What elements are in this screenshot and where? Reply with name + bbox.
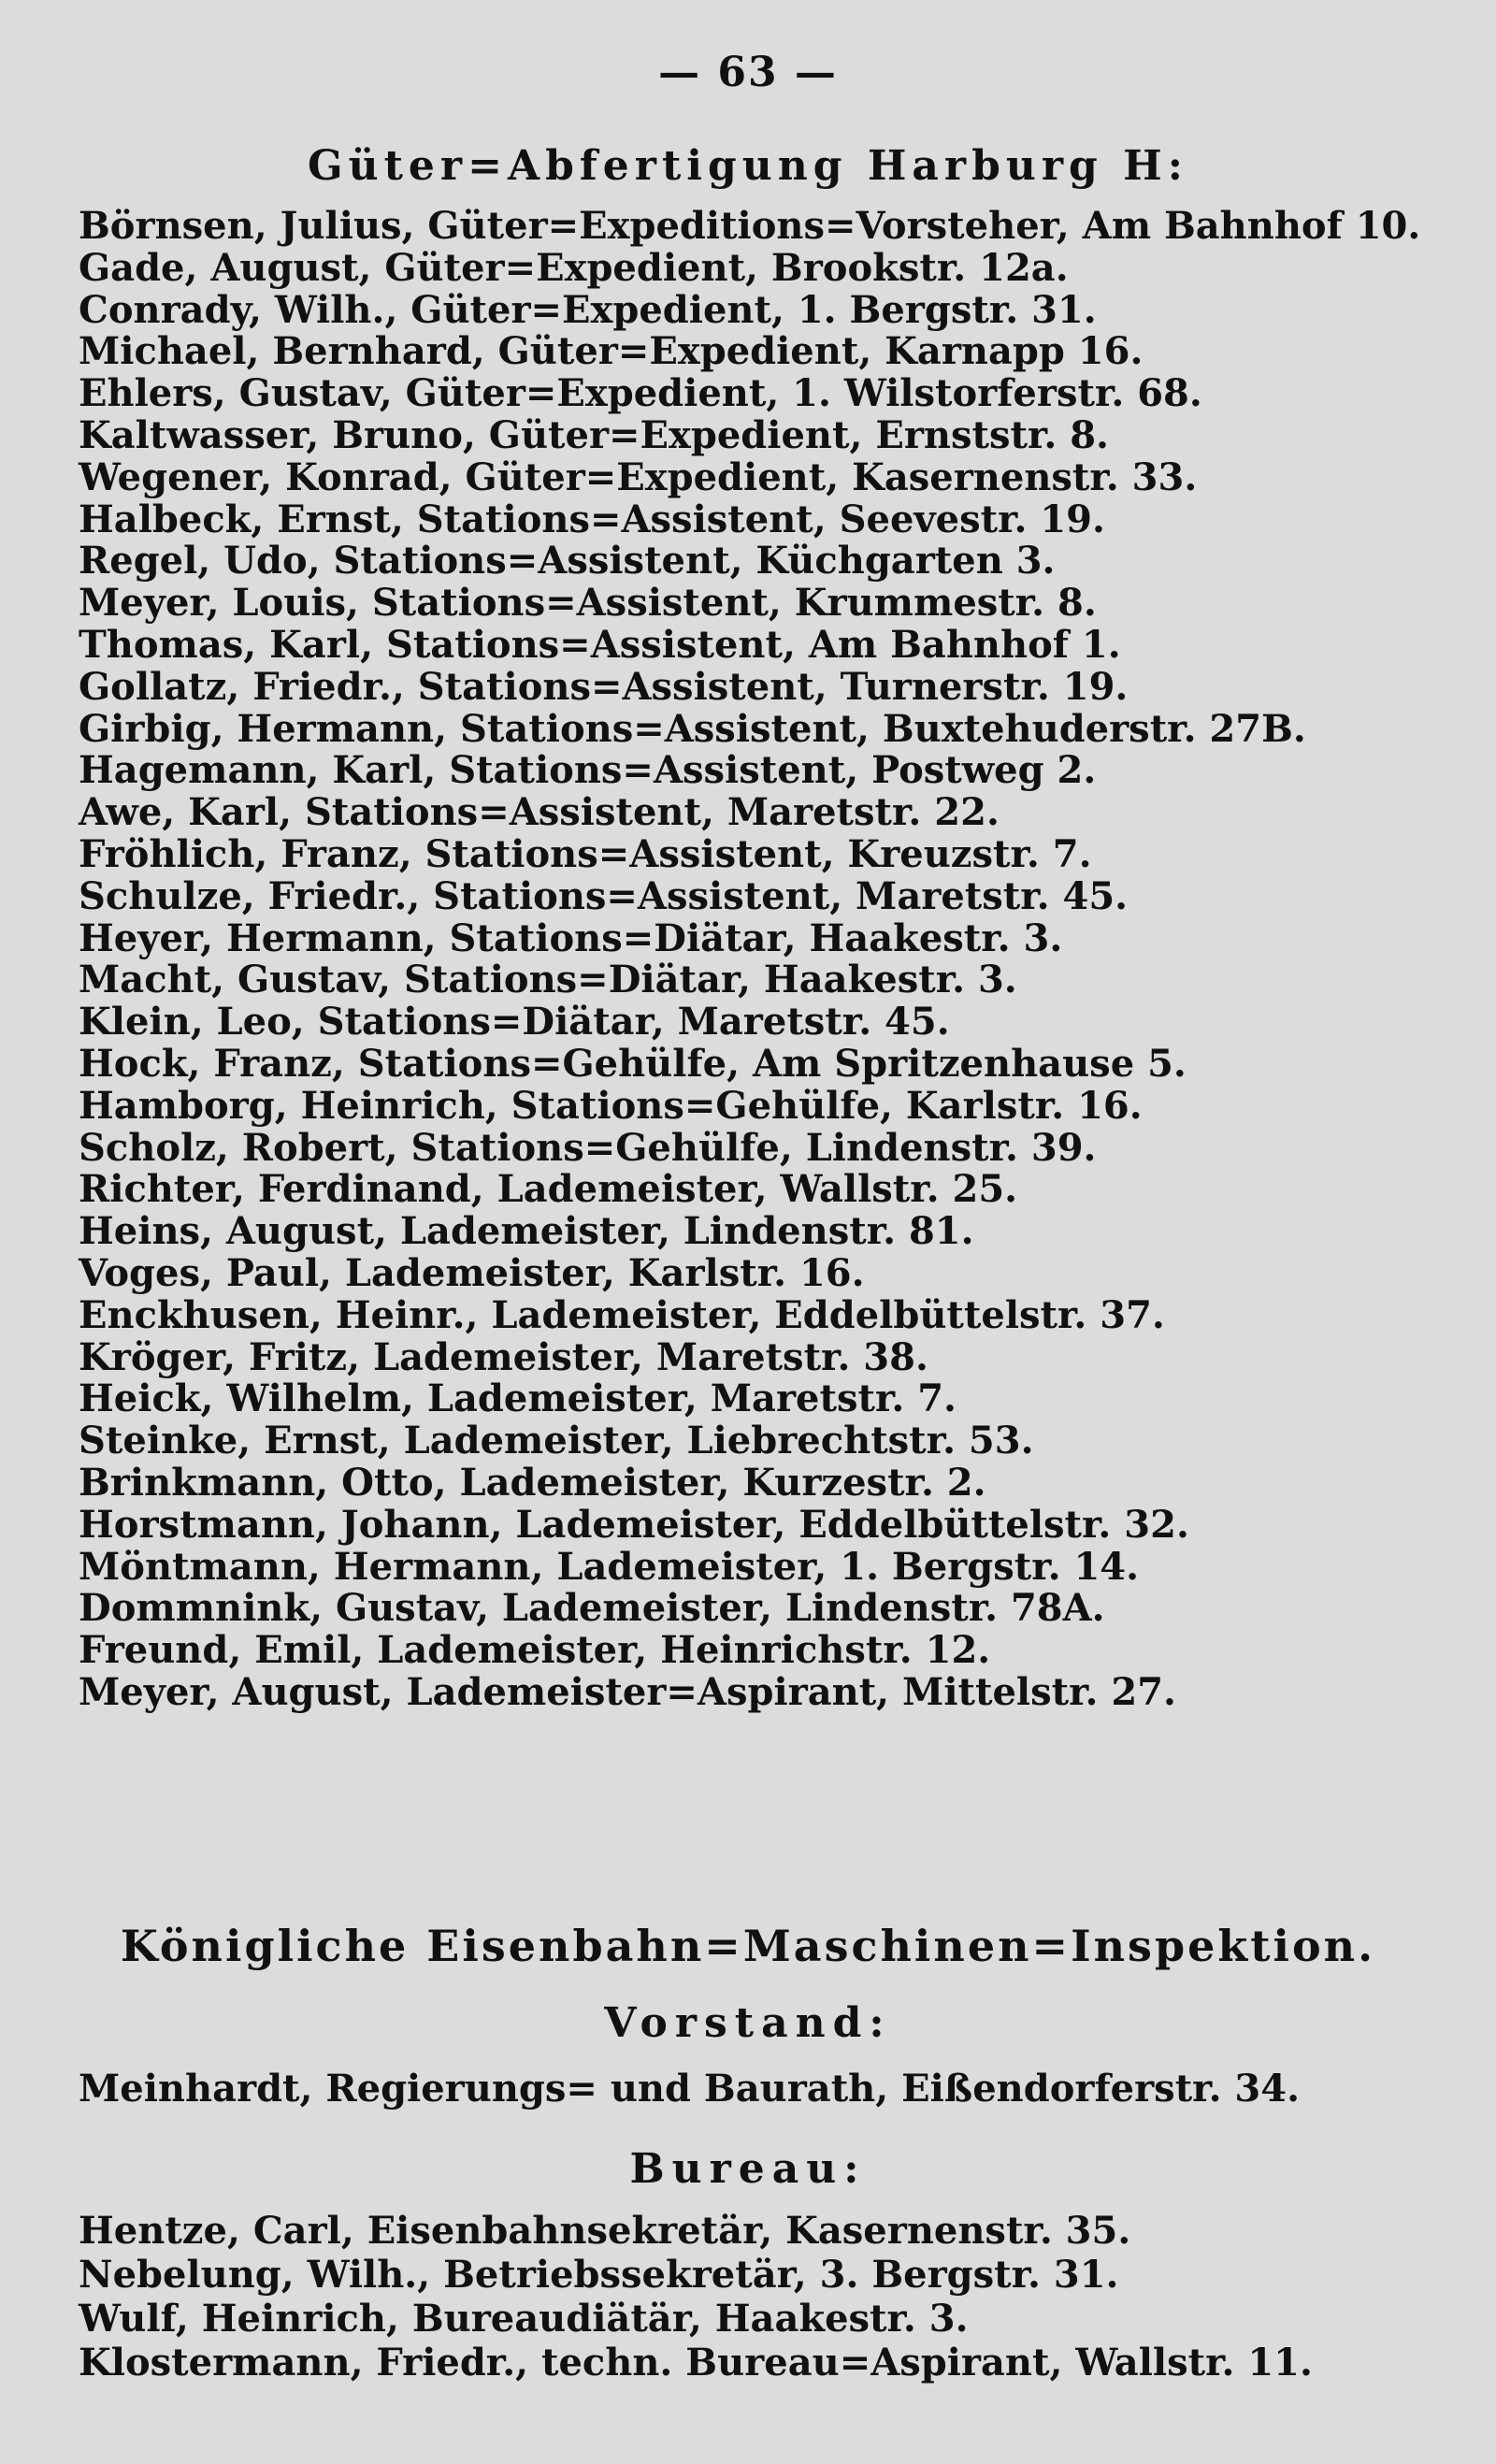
list-item: Girbig, Hermann, Stations=Assistent, Buxtehuderstr. 27B. — [79, 706, 1306, 751]
list-item: Heins, August, Lademeister, Lindenstr. 81. — [79, 1209, 974, 1254]
list-item: Heick, Wilhelm, Lademeister, Maretstr. 7. — [79, 1376, 957, 1421]
page-number: — 63 — — [658, 49, 838, 96]
section-heading: Güter=Abfertigung Harburg H: — [308, 142, 1188, 190]
list-item: Michael, Bernhard, Güter=Expedient, Karnapp 16. — [79, 329, 1144, 374]
list-item: Awe, Karl, Stations=Assistent, Maretstr. 22. — [79, 790, 1000, 835]
vorstand-entry: Meinhardt, Regierungs= und Baurath, Eißendorferstr. 34. — [79, 2067, 1301, 2111]
bureau-list — [0, 2209, 1496, 2388]
list-item: Freund, Emil, Lademeister, Heinrichstr. 12. — [79, 1628, 991, 1673]
list-item: Möntmann, Hermann, Lademeister, 1. Bergstr. 14. — [79, 1544, 1140, 1589]
list-item: Hagemann, Karl, Stations=Assistent, Postweg 2. — [79, 748, 1097, 793]
list-item: Hentze, Carl, Eisenbahnsekretär, Kasernenstr. 35. — [79, 2209, 1131, 2253]
list-item: Regel, Udo, Stations=Assistent, Küchgarten 3. — [79, 539, 1056, 584]
list-item: Richter, Ferdinand, Lademeister, Wallstr. 25. — [79, 1167, 1018, 1212]
subheading-vorstand: Vorstand: — [604, 1999, 892, 2047]
staff-list — [0, 204, 1496, 1716]
list-item: Dommnink, Gustav, Lademeister, Lindenstr. 78A. — [79, 1586, 1105, 1631]
list-item: Kaltwasser, Bruno, Güter=Expedient, Ernststr. 8. — [79, 412, 1109, 457]
section-gueter-abfertigung — [0, 142, 1496, 1716]
list-item: Wegener, Konrad, Güter=Expedient, Kasernenstr. 33. — [79, 454, 1198, 499]
list-item: Wulf, Heinrich, Bureaudiätär, Haakestr. 3. — [79, 2297, 969, 2341]
list-item: Brinkmann, Otto, Lademeister, Kurzestr. 2. — [79, 1460, 986, 1505]
list-item: Fröhlich, Franz, Stations=Assistent, Kreuzstr. 7. — [79, 831, 1092, 876]
list-item: Conrady, Wilh., Güter=Expedient, 1. Bergstr. 31. — [79, 287, 1097, 332]
list-item: Ehlers, Gustav, Güter=Expedient, 1. Wilstorferstr. 68. — [79, 371, 1202, 416]
subheading-bureau: Bureau: — [629, 2145, 867, 2193]
list-item: Halbeck, Ernst, Stations=Assistent, Seevestr. 19. — [79, 497, 1105, 541]
list-item: Scholz, Robert, Stations=Gehülfe, Lindenstr. 39. — [79, 1125, 1097, 1170]
list-item: Nebelung, Wilh., Betriebssekretär, 3. Bergstr. 31. — [79, 2253, 1119, 2297]
list-item: Klostermann, Friedr., techn. Bureau=Aspirant, Wallstr. 11. — [79, 2341, 1313, 2385]
section-maschinen-inspektion — [0, 1921, 1496, 2388]
list-item: Hamborg, Heinrich, Stations=Gehülfe, Karlstr. 16. — [79, 1083, 1143, 1128]
list-item: Enckhusen, Heinr., Lademeister, Eddelbüttelstr. 37. — [79, 1292, 1165, 1337]
list-item: Hock, Franz, Stations=Gehülfe, Am Spritzenhause 5. — [79, 1041, 1187, 1086]
list-item: Horstmann, Johann, Lademeister, Eddelbüttelstr. 32. — [79, 1502, 1189, 1547]
list-item: Gollatz, Friedr., Stations=Assistent, Turnerstr. 19. — [79, 664, 1129, 709]
list-item: Macht, Gustav, Stations=Diätar, Haakestr. 3. — [79, 958, 1017, 1002]
list-item: Meyer, Louis, Stations=Assistent, Krummestr. 8. — [79, 581, 1097, 626]
list-item: Thomas, Karl, Stations=Assistent, Am Bahnhof 1. — [79, 622, 1121, 667]
list-item: Heyer, Hermann, Stations=Diätar, Haakestr. 3. — [79, 915, 1063, 960]
list-item: Meyer, August, Lademeister=Aspirant, Mittelstr. 27. — [79, 1669, 1176, 1714]
section-heading: Königliche Eisenbahn=Maschinen=Inspektion. — [120, 1921, 1376, 1971]
list-item: Schulze, Friedr., Stations=Assistent, Maretstr. 45. — [79, 873, 1129, 918]
list-item: Steinke, Ernst, Lademeister, Liebrechtstr. 53. — [79, 1419, 1034, 1463]
list-item: Klein, Leo, Stations=Diätar, Maretstr. 45. — [79, 1000, 950, 1045]
list-item: Kröger, Fritz, Lademeister, Maretstr. 38. — [79, 1334, 928, 1379]
list-item: Voges, Paul, Lademeister, Karlstr. 16. — [79, 1250, 865, 1295]
list-item: Börnsen, Julius, Güter=Expeditions=Vorsteher, Am Bahnhof 10. — [79, 204, 1421, 248]
list-item: Gade, August, Güter=Expedient, Brookstr. 12a. — [79, 245, 1069, 290]
